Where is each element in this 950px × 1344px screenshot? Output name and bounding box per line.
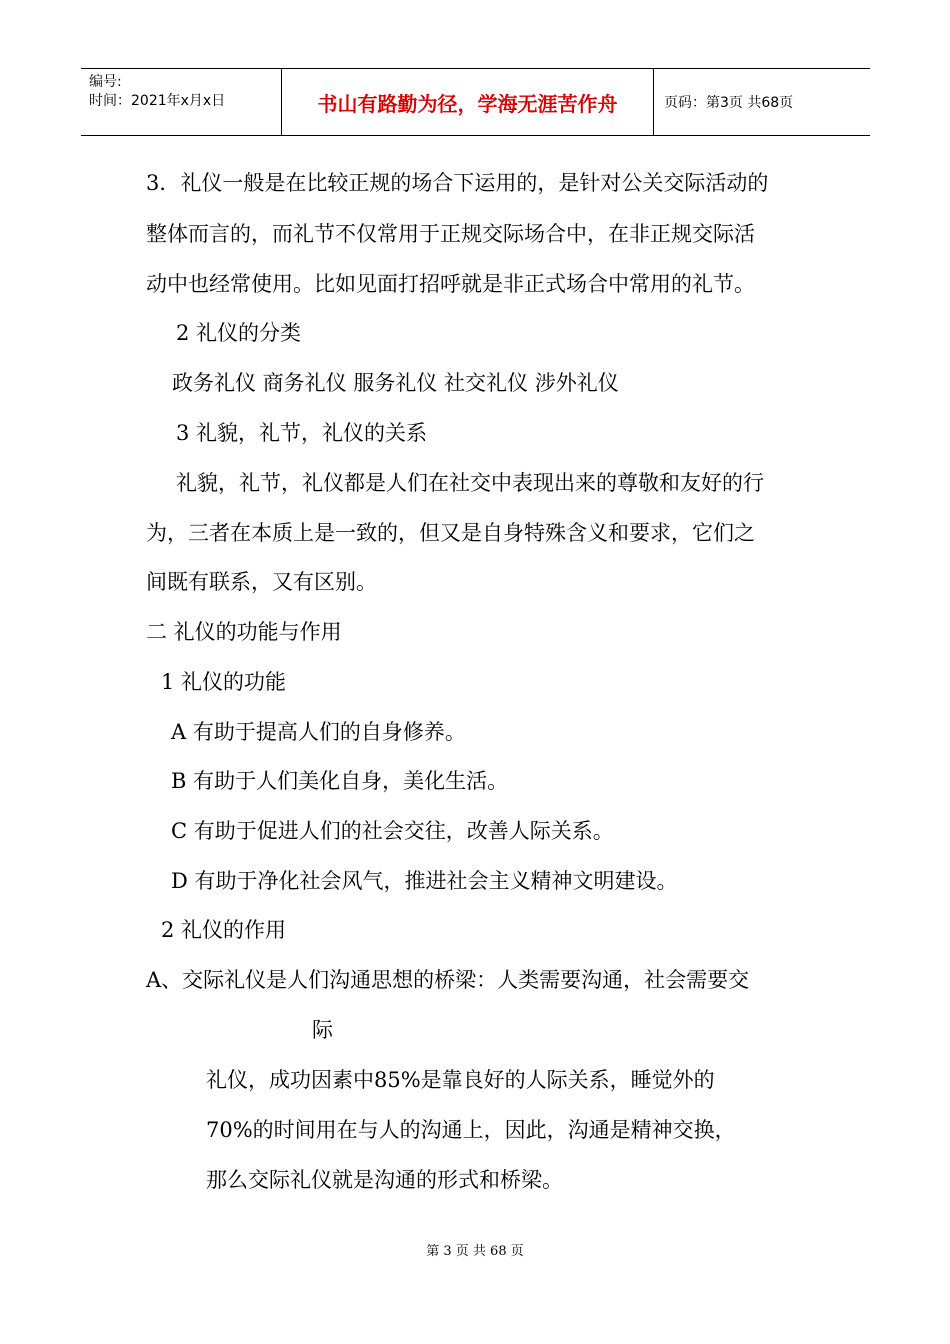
- role-paragraph-line-2: 70%的时间用在与人的沟通上，因此，沟通是精神交换，: [206, 1118, 736, 1142]
- body-line-1: 3．礼仪一般是在比较正规的场合下运用的，是针对公关交际活动的: [146, 171, 769, 195]
- role-item-a-continued: 际: [312, 1018, 333, 1042]
- section-heading-classification: 2 礼仪的分类: [176, 321, 302, 345]
- role-paragraph-line-3: 那么交际礼仪就是沟通的形式和桥梁。: [206, 1168, 563, 1192]
- body-line-7: 礼貌，礼节，礼仪都是人们在社交中表现出来的尊敬和友好的行: [176, 471, 764, 495]
- body-line-8: 为，三者在本质上是一致的，但又是自身特殊含义和要求，它们之: [146, 521, 755, 545]
- section-heading-roles: 2 礼仪的作用: [161, 918, 287, 942]
- header-page-info: 页码：第3页 共68页: [664, 95, 794, 111]
- body-line-3: 动中也经常使用。比如见面打招呼就是非正式场合中常用的礼节。: [146, 272, 755, 296]
- function-item-d: D 有助于净化社会风气，推进社会主义精神文明建设。: [171, 869, 678, 893]
- function-item-c: C 有助于促进人们的社会交往，改善人际关系。: [171, 819, 614, 843]
- header-motto: 书山有路勤为径，学海无涯苦作舟: [282, 69, 654, 135]
- etiquette-types-list: 政务礼仪 商务礼仪 服务礼仪 社交礼仪 涉外礼仪: [172, 371, 619, 395]
- body-line-9: 间既有联系，又有区别。: [146, 570, 377, 594]
- function-item-b: B 有助于人们美化自身，美化生活。: [171, 769, 509, 793]
- page-footer: 第 3 页 共 68 页: [426, 1244, 524, 1259]
- chapter-heading-functions: 二 礼仪的功能与作用: [146, 620, 342, 644]
- document-number-label: 编号:: [89, 74, 122, 90]
- page-header: [81, 68, 870, 136]
- header-meta: [81, 69, 282, 135]
- function-item-a: A 有助于提高人们的自身修养。: [171, 720, 466, 744]
- role-item-a: A、交际礼仪是人们沟通思想的桥梁：人类需要沟通，社会需要交: [146, 968, 750, 992]
- body-line-2: 整体而言的，而礼节不仅常用于正规交际场合中，在非正规交际活: [146, 222, 755, 246]
- section-heading-relationship: 3 礼貌，礼节，礼仪的关系: [176, 421, 428, 445]
- role-paragraph-line-1: 礼仪，成功因素中85%是靠良好的人际关系，睡觉外的: [206, 1068, 715, 1092]
- document-time-label: 时间：2021年x月x日: [89, 93, 226, 109]
- section-heading-functions: 1 礼仪的功能: [161, 670, 287, 694]
